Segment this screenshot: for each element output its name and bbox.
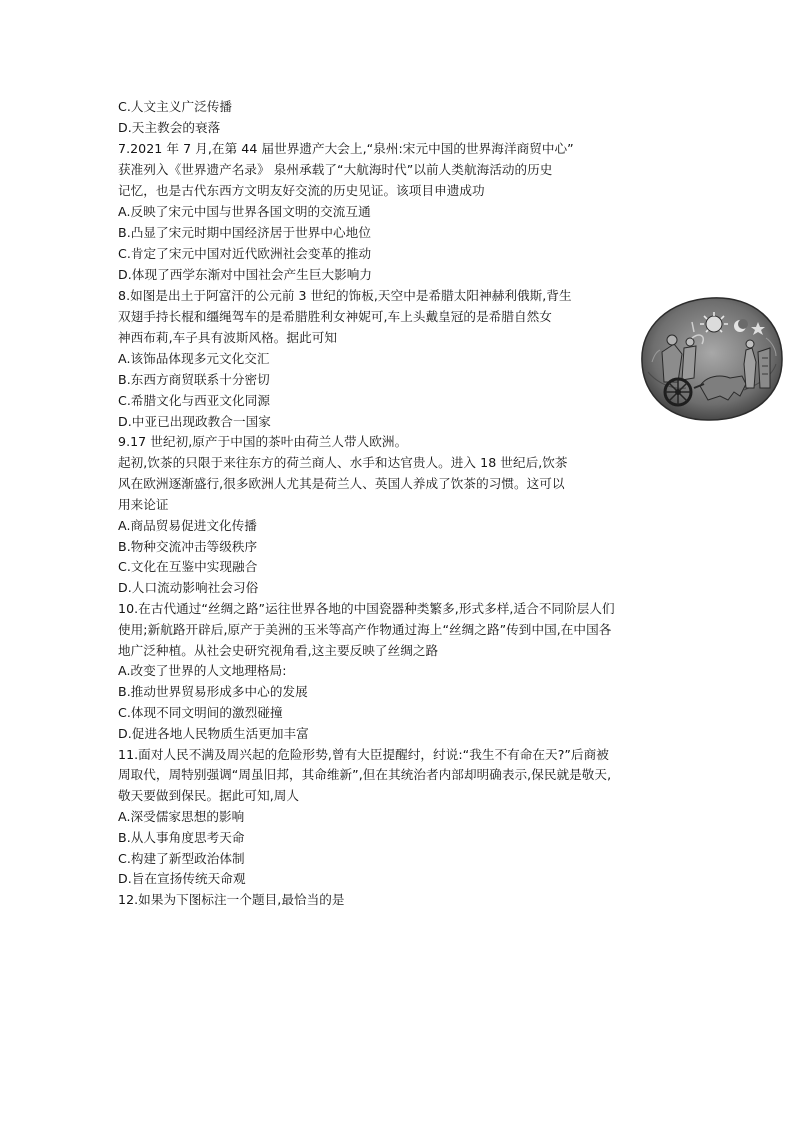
text-line: B.东西方商贸联系十分密切 <box>118 372 270 387</box>
text-line: D.旨在宣扬传统天命观 <box>118 871 246 886</box>
text-line: 敬天要做到保民。据此可知,周人 <box>118 788 300 803</box>
text-line: C.构建了新型政治体制 <box>118 851 245 866</box>
text-line: D.促进各地人民物质生活更加丰富 <box>118 726 309 741</box>
text-line: C.体现不同文明间的激烈碰撞 <box>118 705 283 720</box>
text-line: 记忆，也是古代东西方文明友好交流的历史见证。该项目申遗成功 <box>118 183 485 198</box>
text-line: 起初,饮茶的只限于来往东方的荷兰商人、水手和达官贵人。进入 18 世纪后,饮茶 <box>118 455 568 470</box>
text-line: 9.17 世纪初,原产于中国的茶叶由荷兰人带人欧洲。 <box>118 434 408 449</box>
text-line: 11.面对人民不满及周兴起的危险形势,曾有大臣提醒纣，纣说:“我生不有命在天?”后商被 <box>118 747 609 762</box>
text-line: 风在欧洲逐渐盛行,很多欧洲人尤其是荷兰人、英国人养成了饮茶的习惯。这可以 <box>118 476 565 491</box>
text-line: D.体现了西学东渐对中国社会产生巨大影响力 <box>118 267 373 282</box>
text-line: 周取代，周特别强调“周虽旧邦，其命维新”,但在其统治者内部却明确表示,保民就是敬天, <box>118 767 612 782</box>
text-line: D.天主教会的衰落 <box>118 120 221 135</box>
text-line: B.凸显了宋元时期中国经济居于世界中心地位 <box>118 225 371 240</box>
text-line: 用来论证 <box>118 497 169 512</box>
chariot-wheel-icon <box>665 379 691 405</box>
text-line: 神西布莉,车子具有波斯风格。据此可知 <box>118 330 337 345</box>
text-line: C.人文主义广泛传播 <box>118 99 233 114</box>
text-line: B.从人事角度思考天命 <box>118 830 245 845</box>
text-line: A.商品贸易促进文化传播 <box>118 518 257 533</box>
text-line: A.深受儒家思想的影响 <box>118 809 245 824</box>
text-line: A.改变了世界的人文地理格局: <box>118 663 287 678</box>
text-line: A.反映了宋元中国与世界各国文明的交流互通 <box>118 204 371 219</box>
text-line: B.物种交流冲击等级秩序 <box>118 539 258 554</box>
text-line: B.推动世界贸易形成多中心的发展 <box>118 684 308 699</box>
text-line: D.人口流动影响社会习俗 <box>118 580 259 595</box>
text-line: 10.在古代通过“丝绸之路”运往世界各地的中国瓷器种类繁多,形式多样,适合不同阶层人们 <box>118 601 615 616</box>
text-line: 7.2021 年 7 月,在第 44 届世界遗产大会上,“泉州:宋元中国的世界海洋商贸中心” <box>118 141 574 156</box>
text-line: A.该饰品体现多元文化交汇 <box>118 351 270 366</box>
text-line: C.文化在互鉴中实现融合 <box>118 559 258 574</box>
text-line: 获准列入《世界遗产名录》 泉州承载了“大航海时代”以前人类航海活动的历史 <box>118 162 553 177</box>
text-line: 双翅手持长棍和缰绳驾车的是希腊胜利女神妮可,车上头戴皇冠的是希腊自然女 <box>118 309 552 324</box>
text-line: 地广泛种植。从社会史研究视角看,这主要反映了丝绸之路 <box>118 643 439 658</box>
plaque-image <box>634 292 786 424</box>
text-line: 使用;新航路开辟后,原产于美洲的玉米等高产作物通过海上“丝绸之路”传到中国,在中国各 <box>118 622 612 637</box>
text-line: D.中亚已出现政教合一国家 <box>118 414 271 429</box>
text-line: C.肯定了宋元中国对近代欧洲社会变革的推动 <box>118 246 372 261</box>
text-line: 8.如图是出土于阿富汗的公元前 3 世纪的饰板,天空中是希腊太阳神赫利俄斯,背生 <box>118 288 572 303</box>
text-line: 12.如果为下图标注一个题目,最恰当的是 <box>118 892 345 907</box>
text-line: C.希腊文化与西亚文化同源 <box>118 393 270 408</box>
plaque-illustration <box>634 292 786 424</box>
